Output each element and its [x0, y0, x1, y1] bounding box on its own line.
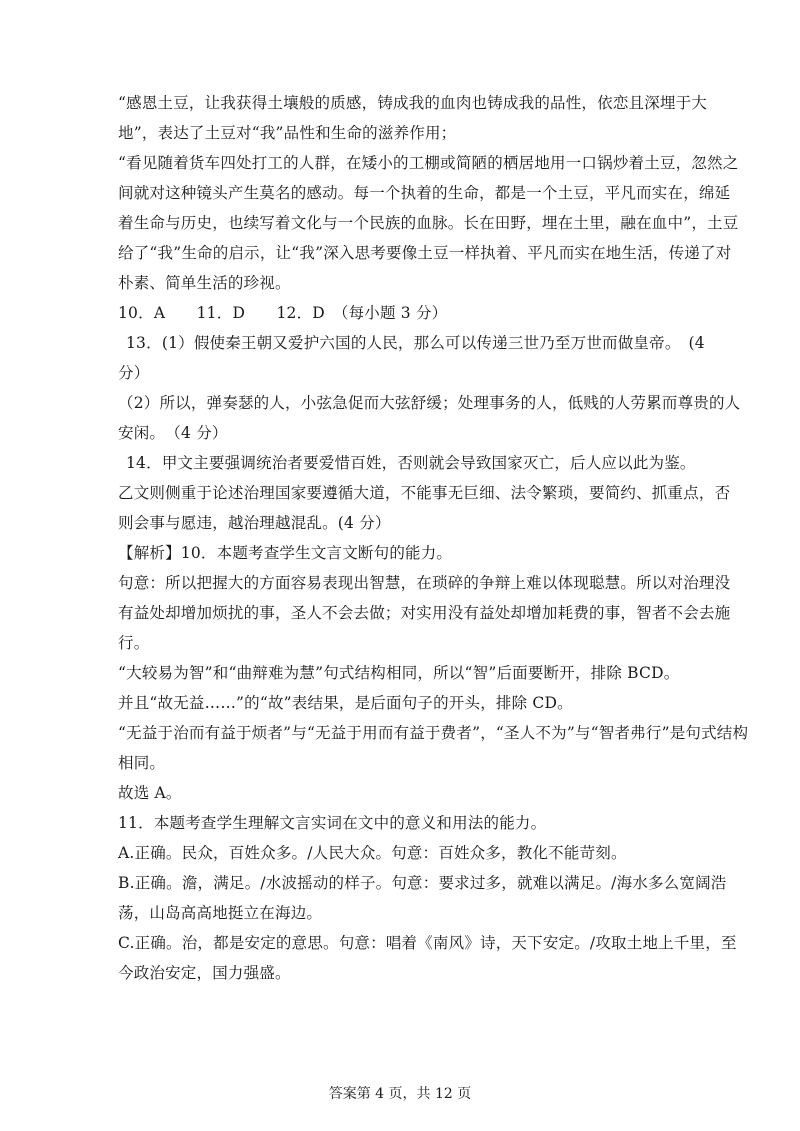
text-line: 地”，表达了土豆对“我”品性和生命的滋养作用； — [118, 124, 457, 142]
text-line: “大较易为智”和“曲辩难为慧”句式结构相同，所以“智”后面要断开，排除 BCD。 — [118, 664, 680, 682]
answer-line-13-2: （2）所以，弹奏瑟的人，小弦急促而大弦舒缓；处理事务的人，低贱的人劳累而尊贵的人 — [118, 394, 741, 412]
text-line: 相同。 — [118, 754, 166, 772]
analysis-heading: 【解析】10．本题考查学生文言文断句的能力。 — [118, 544, 453, 562]
option-b-line: B.正确。澹，满足。/水波摇动的样子。句意：要求过多，就难以满足。/海水多么宽阔浩 — [118, 874, 727, 892]
text-line: 分） — [118, 364, 150, 382]
option-c-line: C.正确。治，都是安定的意思。句意：唱着《南风》诗，天下安定。/攻取土地上千里，至 — [118, 934, 737, 952]
text-line: “看见随着货车四处打工的人群，在矮小的工棚或简陋的栖居地用一口锅炒着土豆，忽然之 — [118, 154, 739, 172]
text-line: 间就对这种镜头产生莫名的感动。每一个执着的生命，都是一个土豆，平凡而实在，绵延 — [118, 184, 731, 202]
text-line: 句意：所以把握大的方面容易表现出智慧，在琐碎的争辩上难以体现聪慧。所以对治理没 — [118, 574, 731, 592]
text-line: 乙文则侧重于论述治理国家要遵循大道，不能事无巨细、法令繁琐，要简约、抓重点，否 — [118, 484, 731, 502]
text-line: 朴素、简单生活的珍视。 — [118, 274, 291, 292]
text-line: 给了“我”生命的启示，让“我”深入思考要像土豆一样执着、平凡而实在地生活，传递了对 — [118, 244, 732, 262]
text-line: “无益于治而有益于烦者”与“无益于用而有益于费者”，“圣人不为”与“智者弗行”是句式结构 — [118, 724, 749, 742]
text-line: 则会事与愿违，越治理越混乱。(4 分） — [118, 514, 391, 532]
text-line: 故选 A。 — [118, 784, 182, 802]
document-body — [118, 88, 749, 988]
analysis-item-11: 11．本题考查学生理解文言实词在文中的意义和用法的能力。 — [118, 814, 547, 832]
page-footer: 答案第 4 页，共 12 页 — [328, 1086, 472, 1102]
answer-line-10-12: 10．A 11．D 12．D （每小题 3 分） — [118, 304, 448, 322]
text-line: 有益处却增加烦扰的事，圣人不会去做；对实用没有益处却增加耗费的事，智者不会去施 — [118, 604, 731, 622]
answer-line-13-1: 13．(1）假使秦王朝又爱护六国的人民，那么可以传递三世乃至万世而做皇帝。 (4 — [126, 334, 705, 352]
text-line: 行。 — [118, 634, 150, 652]
text-line: 并且“故无益……”的“故”表结果，是后面句子的开头，排除 CD。 — [118, 694, 573, 712]
option-a-line: A.正确。民众，百姓众多。/人民大众。句意：百姓众多，教化不能苛刻。 — [118, 844, 627, 862]
text-line: 今政治安定，国力强盛。 — [118, 964, 291, 982]
text-line: 荡，山岛高高地挺立在海边。 — [118, 904, 323, 922]
answer-line-14: 14．甲文主要强调统治者要爱惜百姓，否则就会导致国家灭亡，后人应以此为鉴。 — [126, 454, 696, 472]
text-line: 着生命与历史，也续写着文化与一个民族的血脉。长在田野，埋在土里，融在血中”，土豆 — [118, 214, 739, 232]
text-line: 安闲。 （4 分） — [118, 424, 228, 442]
text-line: “感恩土豆，让我获得土壤般的质感，铸成我的血肉也铸成我的品性，依恋且深埋于大 — [118, 94, 708, 112]
